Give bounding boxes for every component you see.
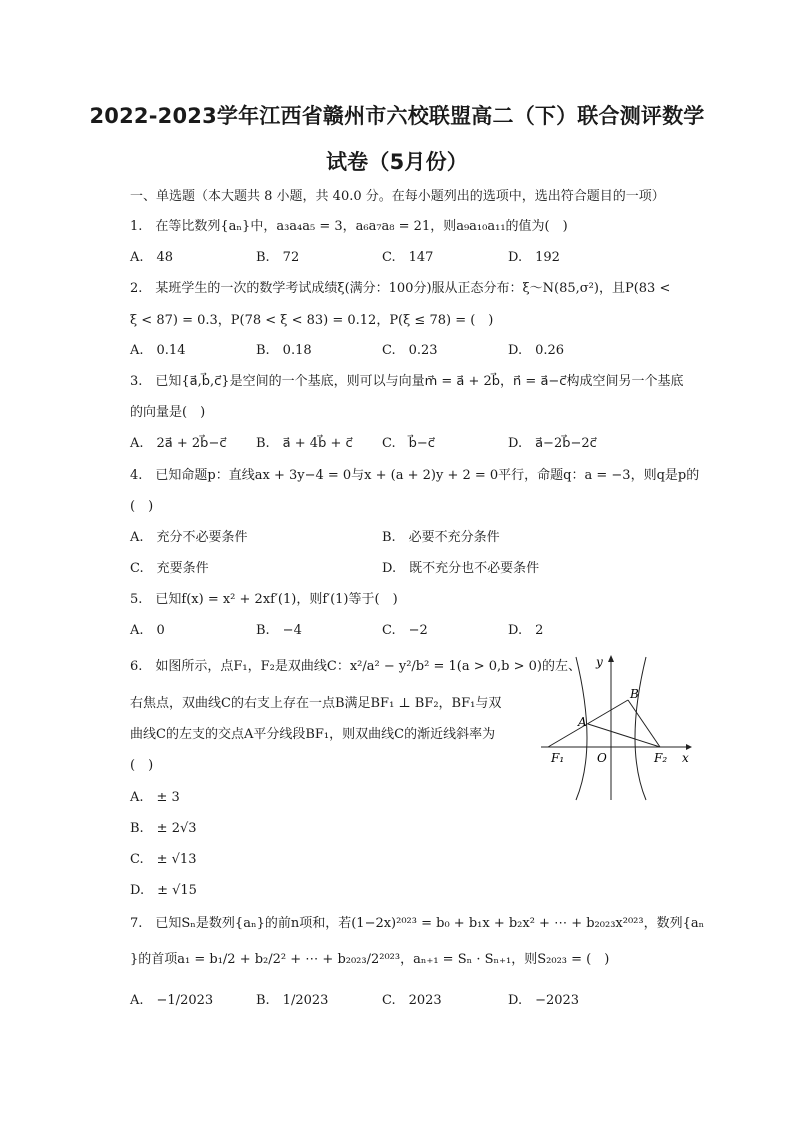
exam-title-line2: 试卷（5月份） xyxy=(325,150,468,174)
q2-option-b: B. 0.18 xyxy=(256,343,312,358)
x-axis-arrow xyxy=(686,744,692,750)
segment-b-f2 xyxy=(628,700,660,747)
question-6-text-4: ( ) xyxy=(130,758,154,773)
question-6-text-1: 6. 如图所示，点F₁，F₂是双曲线C：x²/a² − y²/b² = 1(a > 0,b > 0)的左、 xyxy=(130,659,581,674)
segment-a-f2 xyxy=(588,724,660,747)
q6-option-d: D. ± √15 xyxy=(130,883,197,898)
q7-option-d: D. −2023 xyxy=(508,993,580,1008)
q5-option-d: D. 2 xyxy=(508,623,544,638)
q2-option-d: D. 0.26 xyxy=(508,343,565,358)
label-o: O xyxy=(597,751,607,765)
q1-option-a: A. 48 xyxy=(130,250,174,265)
segment-f1-b xyxy=(548,700,628,747)
question-2-text-2: ξ < 87) = 0.3，P(78 < ξ < 83) = 0.12，P(ξ ≤ 78) = ( ) xyxy=(130,313,494,328)
q4-option-d: D. 既不充分也不必要条件 xyxy=(382,561,540,576)
q7-option-b: B. 1/2023 xyxy=(256,993,329,1008)
question-5-text: 5. 已知f(x) = x² + 2xf′(1)，则f′(1)等于( ) xyxy=(130,592,398,607)
question-4-text-1: 4. 已知命题p：直线ax + 3y−4 = 0与x + (a + 2)y + 2 = 0平行，命题q：a = −3，则q是p的 xyxy=(130,468,700,483)
q5-option-a: A. 0 xyxy=(130,623,165,638)
label-f1: F₁ xyxy=(551,751,565,765)
q3-option-b: B. a⃗ + 4b⃗ + c⃗ xyxy=(256,436,353,451)
q1-option-d: D. 192 xyxy=(508,250,560,265)
section-heading: 一、单选题（本大题共 8 小题，共 40.0 分。在每小题列出的选项中，选出符合题目的一项） xyxy=(130,189,665,204)
label-b: B xyxy=(630,687,639,701)
exam-title-line1: 2022-2023学年江西省赣州市六校联盟高二（下）联合测评数学 xyxy=(89,104,705,128)
label-y: y xyxy=(596,655,603,669)
question-3-text-1: 3. 已知{a⃗,b⃗,c⃗}是空间的一个基底，则可以与向量m⃗ = a⃗ + 2b⃗，n⃗ = a⃗−c⃗构成空间另一个基底 xyxy=(130,374,684,389)
question-1-text: 1. 在等比数列{aₙ}中，a₃a₄a₅ = 3，a₆a₇a₈ = 21，则a₉a₁₀a₁₁的值为( ) xyxy=(130,219,568,234)
q2-option-c: C. 0.23 xyxy=(382,343,438,358)
q1-option-c: C. 147 xyxy=(382,250,434,265)
question-7-text-2: }的首项a₁ = b₁/2 + b₂/2² + ⋯ + b₂₀₂₃/2²⁰²³，aₙ₊₁ = Sₙ · Sₙ₊₁，则S₂₀₂₃ = ( ) xyxy=(130,952,610,967)
q4-option-c: C. 充要条件 xyxy=(130,561,209,576)
question-7-text-1: 7. 已知Sₙ是数列{aₙ}的前n项和，若(1−2x)²⁰²³ = b₀ + b₁x + b₂x² + ⋯ + b₂₀₂₃x²⁰²³，数列{aₙ xyxy=(130,916,705,931)
y-axis-arrow xyxy=(608,655,614,662)
q4-option-b: B. 必要不充分条件 xyxy=(382,530,500,545)
q3-option-d: D. a⃗−2b⃗−2c⃗ xyxy=(508,436,597,451)
question-4-text-2: ( ) xyxy=(130,499,154,514)
q6-option-a: A. ± 3 xyxy=(130,790,180,805)
q5-option-c: C. −2 xyxy=(382,623,428,638)
q7-option-a: A. −1/2023 xyxy=(130,993,214,1008)
q6-option-c: C. ± √13 xyxy=(130,852,197,867)
hyperbola-right-branch xyxy=(635,657,646,800)
q3-option-c: C. b⃗−c⃗ xyxy=(382,436,435,451)
q3-option-a: A. 2a⃗ + 2b⃗−c⃗ xyxy=(130,436,227,451)
q6-option-b: B. ± 2√3 xyxy=(130,821,197,836)
question-6-text-3: 曲线C的左支的交点A平分线段BF₁，则双曲线C的渐近线斜率为 xyxy=(130,727,496,742)
label-a: A xyxy=(578,715,587,729)
hyperbola-figure xyxy=(538,652,698,802)
q4-option-a: A. 充分不必要条件 xyxy=(130,530,248,545)
label-f2: F₂ xyxy=(654,751,668,765)
q2-option-a: A. 0.14 xyxy=(130,343,186,358)
question-2-text-1: 2. 某班学生的一次的数学考试成绩ξ(满分：100分)服从正态分布：ξ～N(85,σ²)，且P(83 < xyxy=(130,281,671,296)
q5-option-b: B. −4 xyxy=(256,623,302,638)
q1-option-b: B. 72 xyxy=(256,250,300,265)
label-x: x xyxy=(682,751,689,765)
q7-option-c: C. 2023 xyxy=(382,993,442,1008)
question-3-text-2: 的向量是( ) xyxy=(130,405,206,420)
question-6-text-2: 右焦点，双曲线C的右支上存在一点B满足BF₁ ⊥ BF₂，BF₁与双 xyxy=(130,696,502,711)
